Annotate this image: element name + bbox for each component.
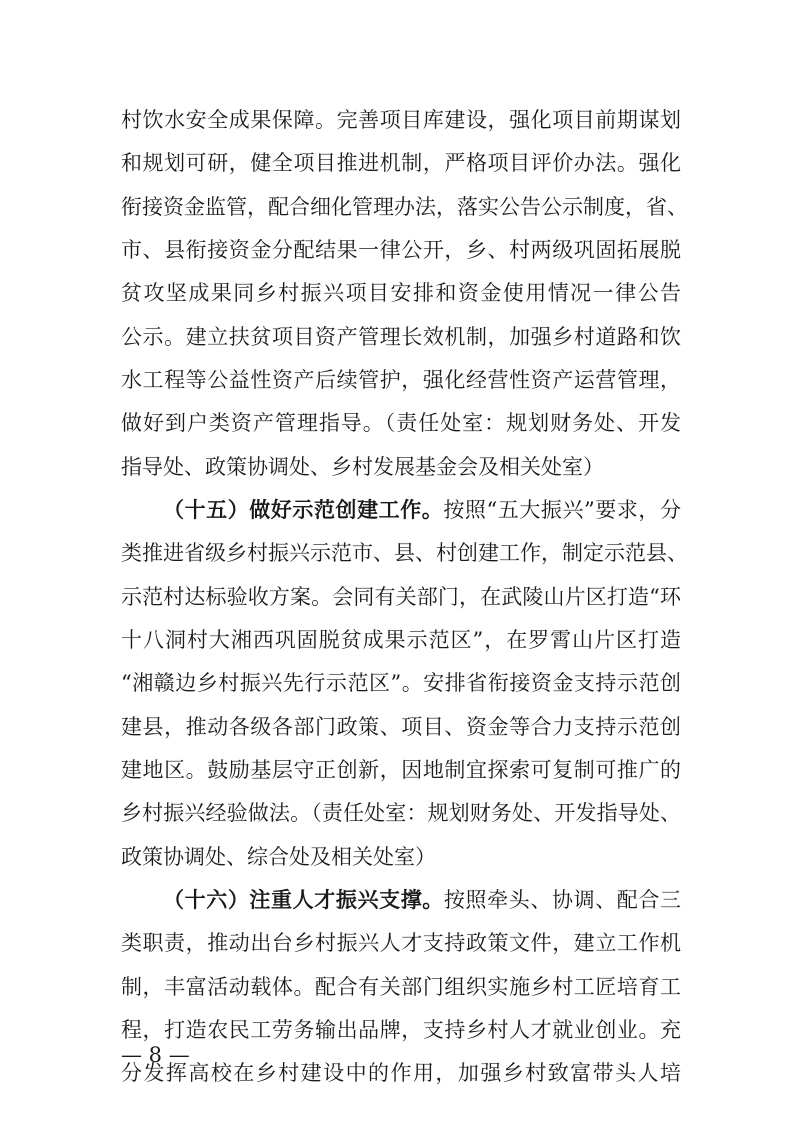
paragraph-line: 市、县衔接资金分配结果一律公开，乡、村两级巩固拓展脱 xyxy=(121,238,681,262)
paragraph-line: 指导处、政策协调处、乡村发展基金会及相关处室） xyxy=(121,455,604,479)
section-16-heading: （十六）注重人才振兴支撑。 xyxy=(163,888,444,912)
paragraph-line: 程，打造农民工劳务输出品牌，支持乡村人才就业创业。充 xyxy=(121,1018,681,1042)
page-number: — 8 — xyxy=(121,1043,190,1067)
paragraph-line: 村饮水安全成果保障。完善项目库建设，强化项目前期谋划 xyxy=(121,108,681,132)
paragraph-line: 乡村振兴经验做法。（责任处室：规划财务处、开发指导处、 xyxy=(121,801,681,825)
paragraph-line: 做好到户类资产管理指导。（责任处室：规划财务处、开发 xyxy=(121,411,681,435)
paragraph-line: 类推进省级乡村振兴示范市、县、村创建工作，制定示范县、 xyxy=(121,541,688,565)
paragraph-line: 类职责，推动出台乡村振兴人才支持政策文件，建立工作机 xyxy=(121,931,681,955)
paragraph-line: 十八洞村大湘西巩固脱贫成果示范区”，在罗霄山片区打造 xyxy=(121,628,681,652)
paragraph-line: 分发挥高校在乡村建设中的作用，加强乡村致富带头人培 xyxy=(121,1061,681,1085)
section-15-first-line-text: 按照“五大振兴”要求，分 xyxy=(443,498,681,522)
paragraph-line: 贫攻坚成果同乡村振兴项目安排和资金使用情况一律公告 xyxy=(121,281,681,305)
paragraph-line: 公示。建立扶贫项目资产管理长效机制，加强乡村道路和饮 xyxy=(121,325,681,349)
paragraph-line: 衔接资金监管，配合细化管理办法，落实公告公示制度，省、 xyxy=(121,195,688,219)
paragraph-line: 建地区。鼓励基层守正创新，因地制宜探索可复制可推广的 xyxy=(121,758,681,782)
paragraph-line: 水工程等公益性资产后续管护，强化经营性资产运营管理， xyxy=(121,368,681,392)
paragraph-line: 建县，推动各级各部门政策、项目、资金等合力支持示范创 xyxy=(121,715,681,739)
paragraph-line: 政策协调处、综合处及相关处室） xyxy=(121,845,436,869)
paragraph-line: 制，丰富活动载体。配合有关部门组织实施乡村工匠培育工 xyxy=(121,975,681,999)
paragraph-line: “湘赣边乡村振兴先行示范区”。安排省衔接资金支持示范创 xyxy=(121,671,681,695)
section-15-heading: （十五）做好示范创建工作。 xyxy=(163,498,444,522)
section-16-first-line xyxy=(163,880,681,920)
paragraph-line: 和规划可研，健全项目推进机制，严格项目评价办法。强化 xyxy=(121,151,681,175)
section-15-first-line xyxy=(163,490,681,530)
paragraph-line: 示范村达标验收方案。会同有关部门，在武陵山片区打造“环 xyxy=(121,585,681,609)
section-16-first-line-text: 按照牵头、协调、配合三 xyxy=(443,888,682,912)
